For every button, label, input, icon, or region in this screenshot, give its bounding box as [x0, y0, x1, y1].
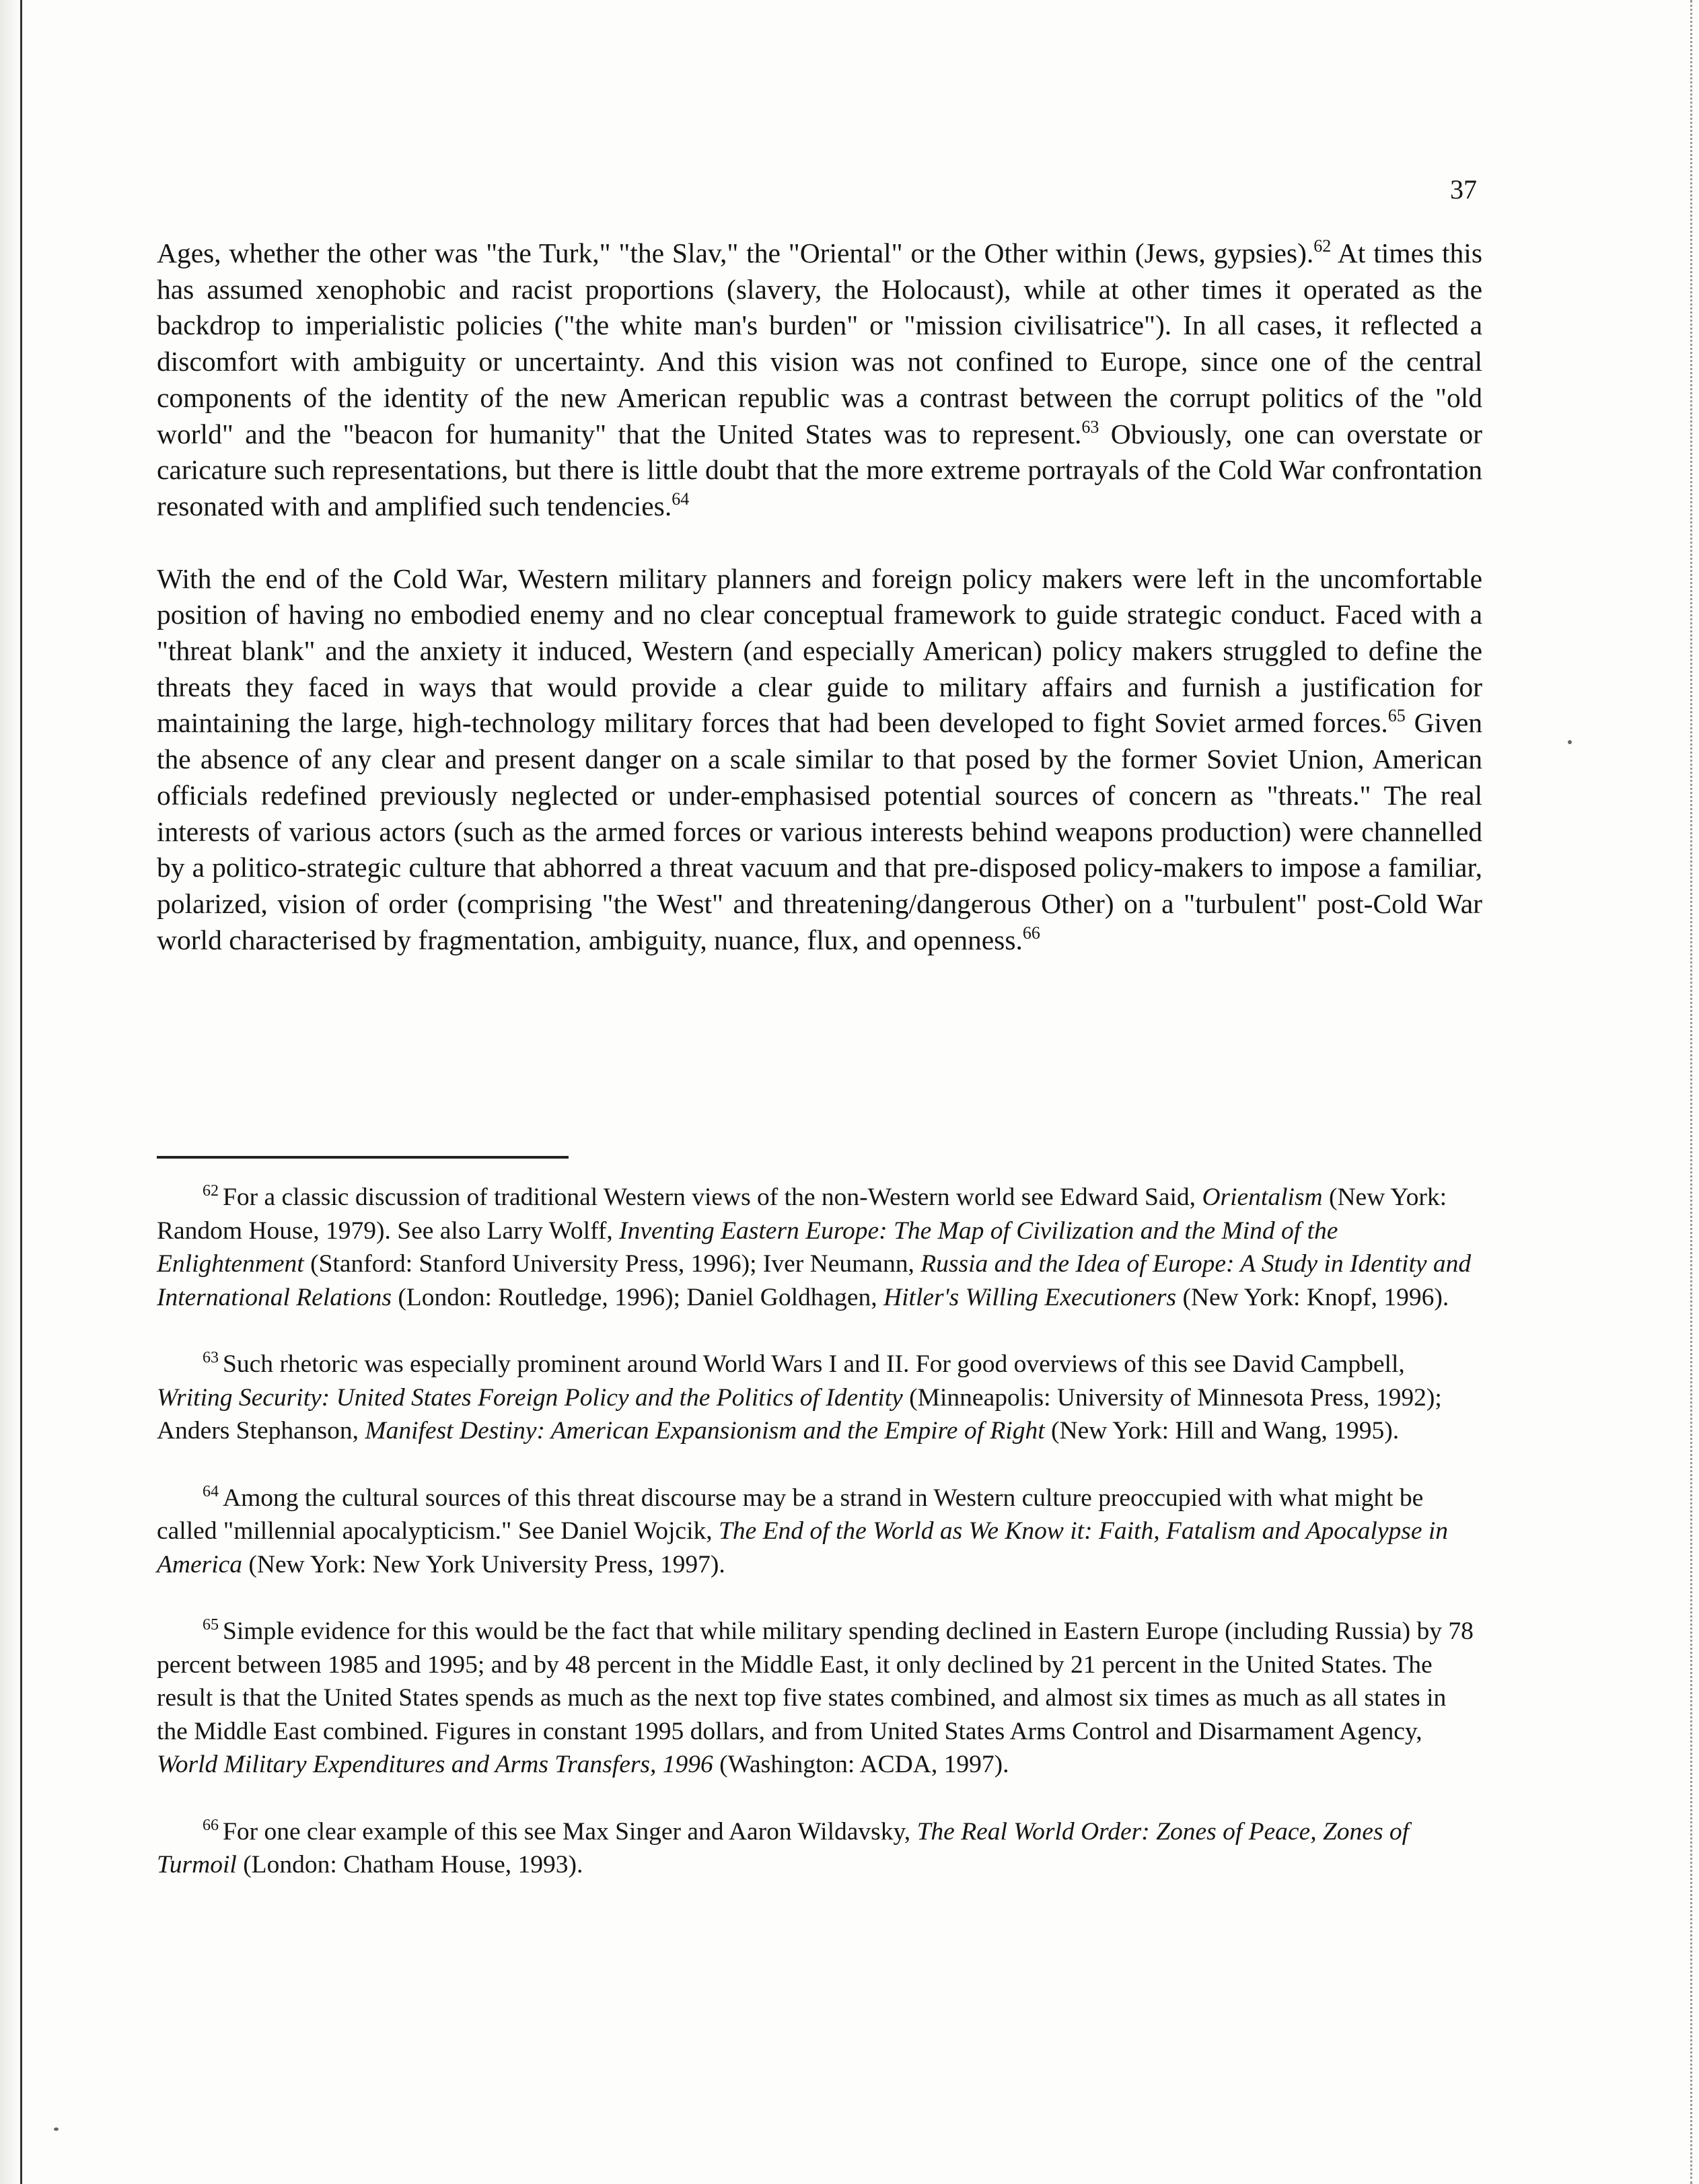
paragraph-text: With the end of the Cold War, Western military planners and foreign policy makers were left in the uncomfortable position of having no embodied enemy and no clear conceptual framework to guide strategic conduct. Faced with a "threat blank" and the anxiety it induced, Western (and especially American) policy makers struggled to define the threats they faced in ways that would provide a clear guide to military affairs and furnish a justification for maintaining the large, high-technology military forces that had been developed to fight Soviet armed forces. — [157, 562, 1482, 739]
footnote-text: (New York: New York University Press, 1997). — [242, 1550, 725, 1578]
footnote-number: 66 — [203, 1816, 219, 1834]
footnote-title: Hitler's Willing Executioners — [883, 1283, 1177, 1311]
footnote-number: 63 — [203, 1349, 219, 1367]
footnote-separator — [157, 1156, 569, 1159]
footnotes — [157, 1181, 1479, 1882]
footnote-number: 62 — [203, 1182, 219, 1200]
footnote-ref[interactable]: 62 — [1313, 236, 1332, 256]
footnote-text: Simple evidence for this would be the fact that while military spending declined in Eastern Europe (including Russia) by 78 percent between 1985 and 1995; and by 48 percent in the Middle East, it only declined by 21 percent in the United States. The result is that the United States spends as much as the next top five states combined, and almost six times as much as all states in the Middle East combined. Figures in constant 1995 dollars, and from United States Arms Control and Disarmament Agency, — [157, 1617, 1474, 1745]
paragraph-text: Ages, whether the other was "the Turk," "the Slav," the "Oriental" or the Other within (Jews, gypsies). — [157, 238, 1314, 268]
paragraph — [157, 235, 1482, 525]
footnote-text: Such rhetoric was especially prominent around World Wars I and II. For good overviews of this see David Campbell, — [223, 1350, 1405, 1378]
footnote-text: (Stanford: Stanford University Press, 1996); Iver Neumann, — [303, 1250, 921, 1278]
footnote-66 — [157, 1815, 1479, 1882]
footnote-title: Manifest Destiny: American Expansionism and the Empire of Right — [365, 1417, 1045, 1445]
footnote-text: (Minneapolis: University of Minnesota Press, 1992); Anders Stephanson, — [157, 1383, 1442, 1445]
footnote-65 — [157, 1615, 1479, 1782]
footnote-title: World Military Expenditures and Arms Transfers, 1996 — [157, 1751, 713, 1778]
footnote-title: The End of the World as We Know it: Faith, Fatalism and Apocalypse in America — [157, 1517, 1449, 1578]
footnote-text: For one clear example of this see Max Singer and Aaron Wildavsky, — [223, 1817, 917, 1846]
footnote-title: Writing Security: United States Foreign Policy and the Politics of Identity — [157, 1383, 903, 1412]
footnote-63 — [157, 1348, 1479, 1448]
footnote-text: (New York: Random House, 1979). See also Larry Wolff, — [157, 1184, 1447, 1245]
paragraph-text: Given the absence of any clear and present danger on a scale similar to that posed by the former Soviet Union, American officials redefined previously neglected or under-emphasised potential sources of concern as "threats." The real interests of various actors (such as the armed forces or various interests behind weapons production) were channelled by a politico-strategic culture that abhorred a threat vacuum and that pre-disposed policy-makers to impose a familiar, polarized, vision of order (comprising "the West" and threatening/dangerous Other) on a "turbulent" post-Cold War world characterised by fragmentation, ambiguity, nuance, flux, and openness. — [157, 707, 1482, 955]
footnote-title: Inventing Eastern Europe: The Map of Civilization and the Mind of the Enlightenment — [157, 1216, 1338, 1278]
footnote-62 — [157, 1181, 1479, 1314]
scan-left-edge — [0, 0, 22, 2184]
page-number: 37 — [1450, 174, 1477, 205]
footnote-ref[interactable]: 63 — [1081, 416, 1099, 437]
main-text — [157, 235, 1482, 958]
footnote-number: 64 — [203, 1482, 219, 1500]
footnote-64 — [157, 1482, 1479, 1582]
paragraph-text: At times this has assumed xenophobic and racist proportions (slavery, the Holocaust), while at other times it operated as the backdrop to imperialistic policies ("the white man's burden" or "mission civilisatrice"). In all cases, it reflected a discomfort with ambiguity or uncertainty. And this vision was not confined to Europe, since one of the central components of the identity of the new American republic was a contrast between the corrupt politics of the "old world" and the "beacon for humanity" that the United States was to represent. — [157, 238, 1482, 449]
footnote-title: The Real World Order: Zones of Peace, Zones of Turmoil — [157, 1817, 1410, 1879]
footnote-title: Russia and the Idea of Europe: A Study in Identity and International Relations — [157, 1250, 1472, 1311]
footnote-text: For a classic discussion of traditional Western views of the non-Western world see Edward Said, — [223, 1184, 1202, 1211]
footnote-number: 65 — [203, 1616, 219, 1634]
footnote-ref[interactable]: 65 — [1387, 706, 1406, 726]
paragraph-text: Obviously, one can overstate or caricature such representations, but there is little doubt that the more extreme portrayals of the Cold War confrontation resonated with and amplified such tendencies. — [157, 418, 1483, 521]
footnote-text: Among the cultural sources of this threat discourse may be a strand in Western culture preoccupied with what might be called "millennial apocalypticism." See Daniel Wojcik, — [157, 1484, 1424, 1545]
footnote-text: (New York: Hill and Wang, 1995). — [1044, 1417, 1400, 1445]
scan-speck — [54, 2127, 59, 2131]
scan-right-edge — [1690, 0, 1692, 2184]
paragraph — [157, 561, 1482, 959]
footnote-text: (New York: Knopf, 1996). — [1176, 1283, 1449, 1311]
footnote-text: (Washington: ACDA, 1997). — [713, 1751, 1009, 1778]
footnote-text: (London: Chatham House, 1993). — [236, 1851, 583, 1879]
footnote-text: (London: Routledge, 1996); Daniel Goldhagen, — [391, 1283, 884, 1311]
footnote-ref[interactable]: 64 — [672, 488, 690, 509]
footnote-ref[interactable]: 66 — [1022, 922, 1040, 943]
scan-speck — [1568, 740, 1572, 744]
footnote-title: Orientalism — [1202, 1184, 1323, 1211]
